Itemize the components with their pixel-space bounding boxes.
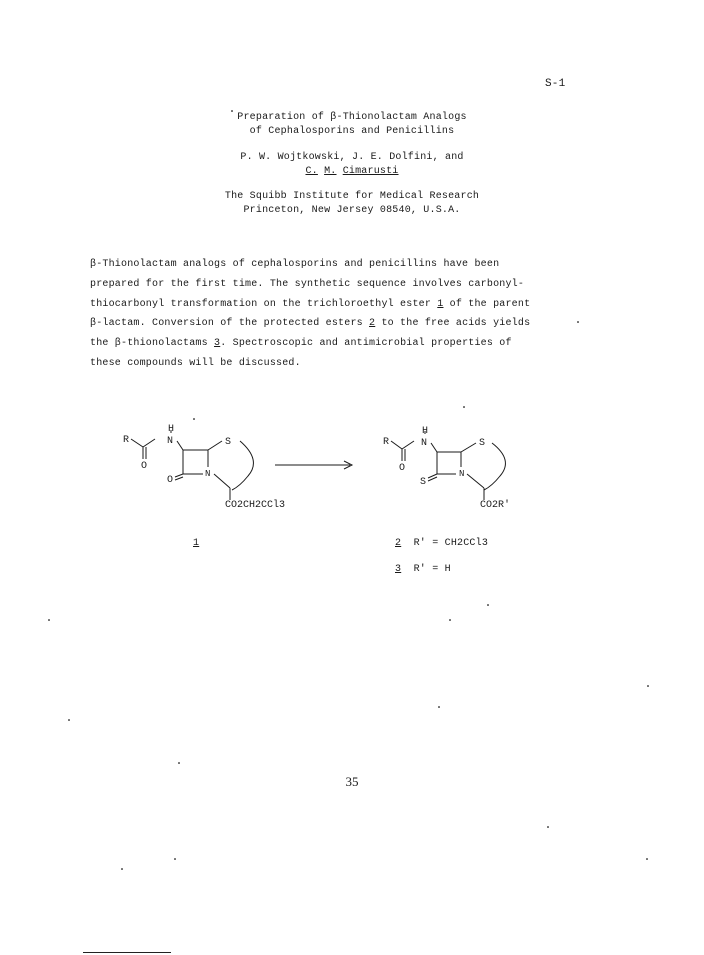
ester-group: CO2CH2CCl3 (225, 500, 286, 511)
compound-label-2-row (395, 538, 488, 549)
ester-group: CO2R' (480, 500, 511, 511)
scan-speck (231, 110, 233, 112)
atom-o: O (399, 463, 406, 474)
title-line-1: Preparation of β-Thionolactam Analogs (237, 112, 467, 123)
reaction-scheme (0, 400, 704, 600)
atom-h: H (168, 424, 175, 435)
abstract-line: prepared for the first time. The synthetic sequence involves carbonyl- (90, 278, 525, 290)
atom-n-ring: N (459, 469, 465, 479)
scan-speck (438, 706, 440, 708)
atom-n: N (421, 438, 428, 449)
abstract-line: β-Thionolactam analogs of cephalosporins and penicillins have been (90, 259, 500, 270)
scan-speck (121, 868, 123, 870)
atom-s: S (479, 438, 486, 449)
scan-speck (646, 858, 648, 860)
abstract-line (90, 314, 570, 334)
atom-s: S (225, 437, 232, 448)
page-number: 35 (345, 774, 359, 789)
scan-speck (68, 719, 70, 721)
atom-h: H (422, 426, 429, 437)
scan-speck (647, 685, 649, 687)
atom-r: R (383, 437, 390, 448)
scan-speck (463, 406, 465, 408)
authors-line-1: P. W. Wojtkowski, J. E. Dolfini, and (240, 152, 464, 163)
author-surname: Cimarusti (342, 166, 399, 177)
atom-n-ring: N (205, 469, 211, 479)
scan-speck (577, 321, 579, 323)
compound-label-2: 2 (395, 538, 402, 549)
affiliation-line-2: Princeton, New Jersey 08540, U.S.A. (243, 205, 461, 216)
abstract-text: to the free acids yields (381, 318, 531, 330)
abstract-line (90, 334, 570, 354)
footnote-rule (83, 952, 171, 953)
abstract-text: β-lactam. Conversion of the protected esters (90, 318, 363, 330)
scan-speck (487, 604, 489, 606)
abstract-text: the β-thionolactams (90, 338, 208, 350)
compound-ref-1: 1 (437, 298, 444, 310)
abstract-line (90, 295, 570, 315)
compound-label-3-row (395, 564, 451, 575)
abstract-line: these compounds will be discussed. (90, 357, 301, 369)
scan-speck (174, 858, 176, 860)
compound-2-definition: R' = CH2CCl3 (413, 538, 489, 549)
atom-s-thione: S (420, 477, 427, 488)
scan-speck (193, 418, 195, 420)
authors-line-2 (0, 166, 704, 177)
atom-o: O (141, 461, 148, 472)
abstract-text: thiocarbonyl transformation on the trichloroethyl ester (90, 298, 432, 310)
compound-label-1: 1 (193, 538, 200, 549)
author-initial-m: M. (324, 166, 337, 177)
affiliation-line-1: The Squibb Institute for Medical Research (224, 191, 480, 202)
abstract-text: . Spectroscopic and antimicrobial properties of (220, 338, 512, 350)
abstract-text: of the parent (449, 298, 531, 310)
scan-speck (48, 619, 50, 621)
compound-3-definition: R' = H (413, 564, 451, 575)
compound-label-3: 3 (395, 564, 402, 575)
compound-ref-2: 2 (369, 318, 376, 330)
compound-ref-3: 3 (214, 338, 221, 350)
title-line-2: of Cephalosporins and Penicillins (249, 126, 455, 137)
atom-r: R (123, 435, 130, 446)
author-initial-c: C. (305, 166, 318, 177)
scan-speck (449, 619, 451, 621)
abstract (90, 255, 570, 374)
page-code: S-1 (545, 78, 566, 90)
atom-n: N (167, 436, 174, 447)
scan-speck (178, 762, 180, 764)
atom-o-lactam: O (167, 475, 174, 486)
scan-speck (547, 826, 549, 828)
